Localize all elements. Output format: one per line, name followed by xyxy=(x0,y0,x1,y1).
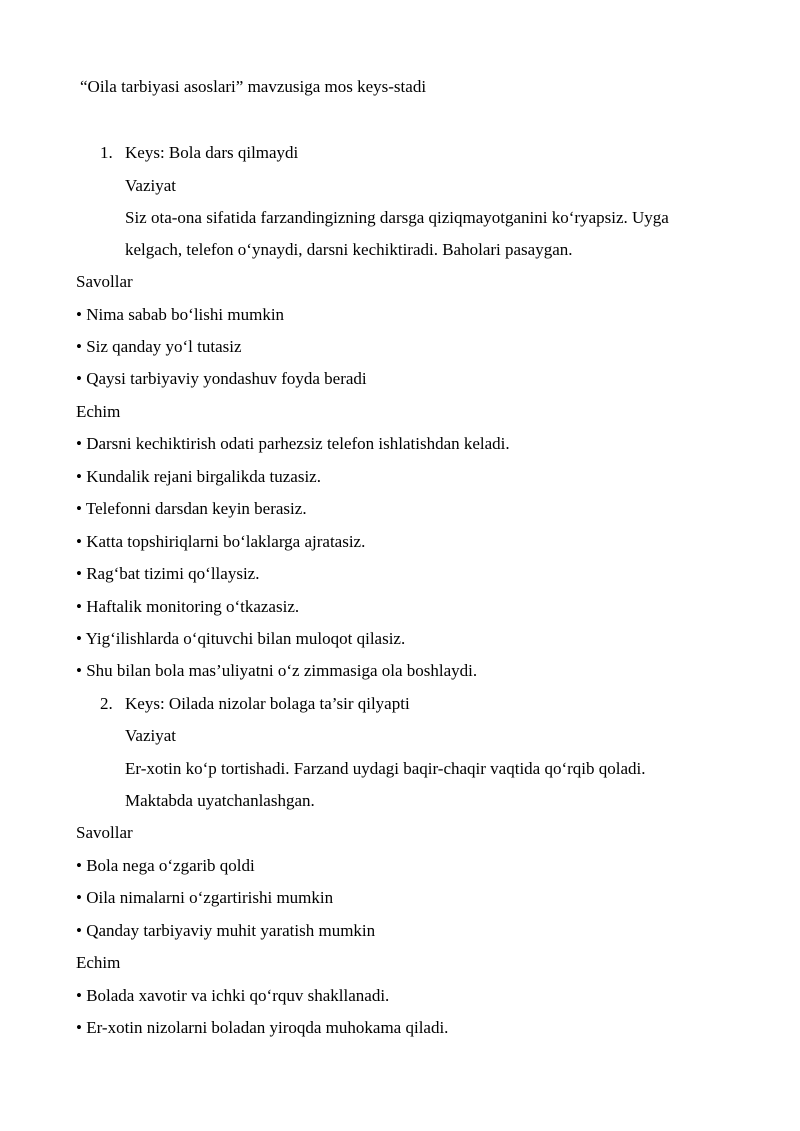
document-title: “Oila tarbiyasi asoslari” mavzusiga mos keys-stadi xyxy=(80,77,427,96)
case-2-heading: Keys: Oilada nizolar bolaga ta’sir qilyapti xyxy=(125,694,410,713)
case-1-solution: • Shu bilan bola mas’uliyatni o‘z zimmasiga ola boshlaydi. xyxy=(76,661,478,680)
case-2-number: 2. xyxy=(100,694,113,713)
case-1-solution: • Rag‘bat tizimi qo‘llaysiz. xyxy=(76,564,260,583)
case-1-question: • Nima sabab bo‘lishi mumkin xyxy=(76,305,285,324)
case-1-solution: • Katta topshiriqlarni bo‘laklarga ajratasiz. xyxy=(76,532,366,551)
case-1-solution: • Telefonni darsdan keyin berasiz. xyxy=(76,499,307,518)
case-1-heading: Keys: Bola dars qilmaydi xyxy=(125,143,299,162)
case-2-questions-label: Savollar xyxy=(76,823,133,842)
case-1-solution-label: Echim xyxy=(76,402,121,421)
case-1-solution: • Yig‘ilishlarda o‘qituvchi bilan muloqot qilasiz. xyxy=(76,629,406,648)
case-1-question: • Qaysi tarbiyaviy yondashuv foyda beradi xyxy=(76,369,367,388)
case-1-question: • Siz qanday yo‘l tutasiz xyxy=(76,337,242,356)
case-1-solution: • Kundalik rejani birgalikda tuzasiz. xyxy=(76,467,321,486)
case-2-question: • Oila nimalarni o‘zgartirishi mumkin xyxy=(76,888,334,907)
case-1-solution: • Darsni kechiktirish odati parhezsiz telefon ishlatishdan keladi. xyxy=(76,434,510,453)
case-2-situation-line: Er-xotin ko‘p tortishadi. Farzand uydagi baqir-chaqir vaqtida qo‘rqib qoladi. xyxy=(125,759,646,778)
case-1-situation-line: kelgach, telefon o‘ynaydi, darsni kechiktiradi. Baholari pasaygan. xyxy=(125,240,573,259)
case-2-question: • Bola nega o‘zgarib qoldi xyxy=(76,856,255,875)
case-1-situation-label: Vaziyat xyxy=(125,176,176,195)
case-1-solution: • Haftalik monitoring o‘tkazasiz. xyxy=(76,597,300,616)
case-1-number: 1. xyxy=(100,143,113,162)
case-1-questions-label: Savollar xyxy=(76,272,133,291)
case-1-situation-line: Siz ota-ona sifatida farzandingizning darsga qiziqmayotganini ko‘ryapsiz. Uyga xyxy=(125,208,669,227)
case-2-question: • Qanday tarbiyaviy muhit yaratish mumkin xyxy=(76,921,376,940)
case-2-solution-label: Echim xyxy=(76,953,121,972)
case-2-situation-line: Maktabda uyatchanlashgan. xyxy=(125,791,315,810)
case-2-solution: • Er-xotin nizolarni boladan yiroqda muhokama qiladi. xyxy=(76,1018,449,1037)
case-2-situation-label: Vaziyat xyxy=(125,726,176,745)
case-2-solution: • Bolada xavotir va ichki qo‘rquv shakllanadi. xyxy=(76,986,390,1005)
